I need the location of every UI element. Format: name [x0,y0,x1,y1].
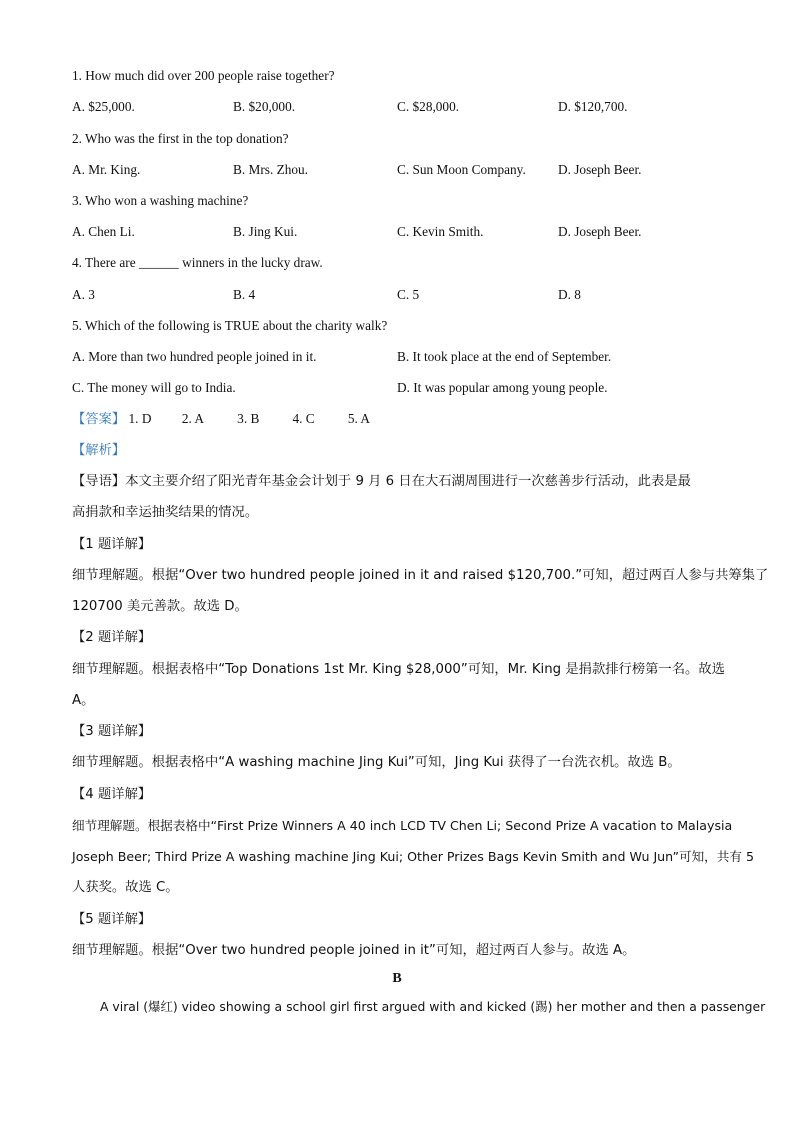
question-4-option-d: D. 8 [558,287,581,302]
guide-paragraph-line-2: 高捐款和幸运抽奖结果的情况。 [72,505,259,520]
question-4-option-a: A. 3 [72,287,95,302]
question-1-option-a: A. $25,000. [72,99,135,114]
detail-1-line-2: 120700 美元善款。故选 D。 [72,599,248,614]
question-2-option-c: C. Sun Moon Company. [397,162,526,177]
question-2-option-b: B. Mrs. Zhou. [233,162,308,177]
question-3-option-c: C. Kevin Smith. [397,224,484,239]
answer-item: 5. A [347,411,370,426]
question-3-option-a: A. Chen Li. [72,224,135,239]
detail-4-line-3: 人获奖。故选 C。 [72,880,179,895]
analysis-label: 【解析】 [72,443,126,458]
question-1-option-d: D. $120,700. [558,99,628,114]
question-4-option-c: C. 5 [397,287,420,302]
detail-3-line-1: 细节理解题。根据表格中“A washing machine Jing Kui”可知，Jing Kui 获得了一台洗衣机。故选 B。 [72,755,681,770]
detail-1-line-1: 细节理解题。根据“Over two hundred people joined in it and raised $120,700.”可知，超过两百人参与共筹集了 [72,568,769,583]
question-4-stem: 4. There are ______ winners in the lucky draw. [72,255,323,270]
question-5-stem: 5. Which of the following is TRUE about the charity walk? [72,318,388,333]
detail-4-line-2: Joseph Beer; Third Prize A washing machine Jing Kui; Other Prizes Bags Kevin Smith and Wu Jun”可知，共有 5 [72,849,754,864]
detail-2-heading: 【2 题详解】 [72,630,152,645]
question-3-option-d: D. Joseph Beer. [558,224,642,239]
answer-item: 3. B [237,411,260,426]
question-3-stem: 3. Who won a washing machine? [72,193,249,208]
guide-paragraph-line-1 [72,473,691,491]
question-3-option-b: B. Jing Kui. [233,224,298,239]
answer-label: 【答案】 [72,412,126,427]
question-2-option-a: A. Mr. King. [72,162,141,177]
question-1-option-b: B. $20,000. [233,99,296,114]
detail-3-heading: 【3 题详解】 [72,724,152,739]
detail-4-line-1: 细节理解题。根据表格中“First Prize Winners A 40 inch LCD TV Chen Li; Second Prize A vacation to Malaysia [72,818,733,833]
answer-item: 4. C [292,411,315,426]
answer-item: 2. A [181,411,205,426]
detail-2-line-2: A。 [72,693,95,708]
question-1-option-c: C. $28,000. [397,99,460,114]
detail-2-line-1: 细节理解题。根据表格中“Top Donations 1st Mr. King $28,000”可知，Mr. King 是捐款排行榜第一名。故选 [72,662,725,677]
question-5-option-c: C. The money will go to India. [72,380,236,395]
detail-1-heading: 【1 题详解】 [72,537,152,552]
answer-item: 1. D [128,411,152,426]
detail-5-line-1: 细节理解题。根据“Over two hundred people joined in it”可知，超过两百人参与。故选 A。 [72,943,636,958]
question-4-option-b: B. 4 [233,287,256,302]
detail-5-heading: 【5 题详解】 [72,912,152,927]
section-b-first-line: A viral (爆红) video showing a school girl first argued with and kicked (踢) her mother and then a passenger [100,999,766,1014]
question-1-stem: 1. How much did over 200 people raise together? [72,68,335,83]
section-b-title: B [392,971,402,986]
guide-text: 本文主要介绍了阳光青年基金会计划于 9 月 6 日在大石湖周围进行一次慈善步行活动，此表是最 [125,474,691,489]
question-5-option-b: B. It took place at the end of September. [397,349,612,364]
question-5-option-d: D. It was popular among young people. [397,380,608,395]
question-2-option-d: D. Joseph Beer. [558,162,642,177]
detail-4-heading: 【4 题详解】 [72,787,152,802]
question-5-option-a: A. More than two hundred people joined in it. [72,349,317,364]
question-2-stem: 2. Who was the first in the top donation? [72,131,289,146]
answer-key [72,410,370,429]
guide-label: 【导语】 [72,474,126,489]
